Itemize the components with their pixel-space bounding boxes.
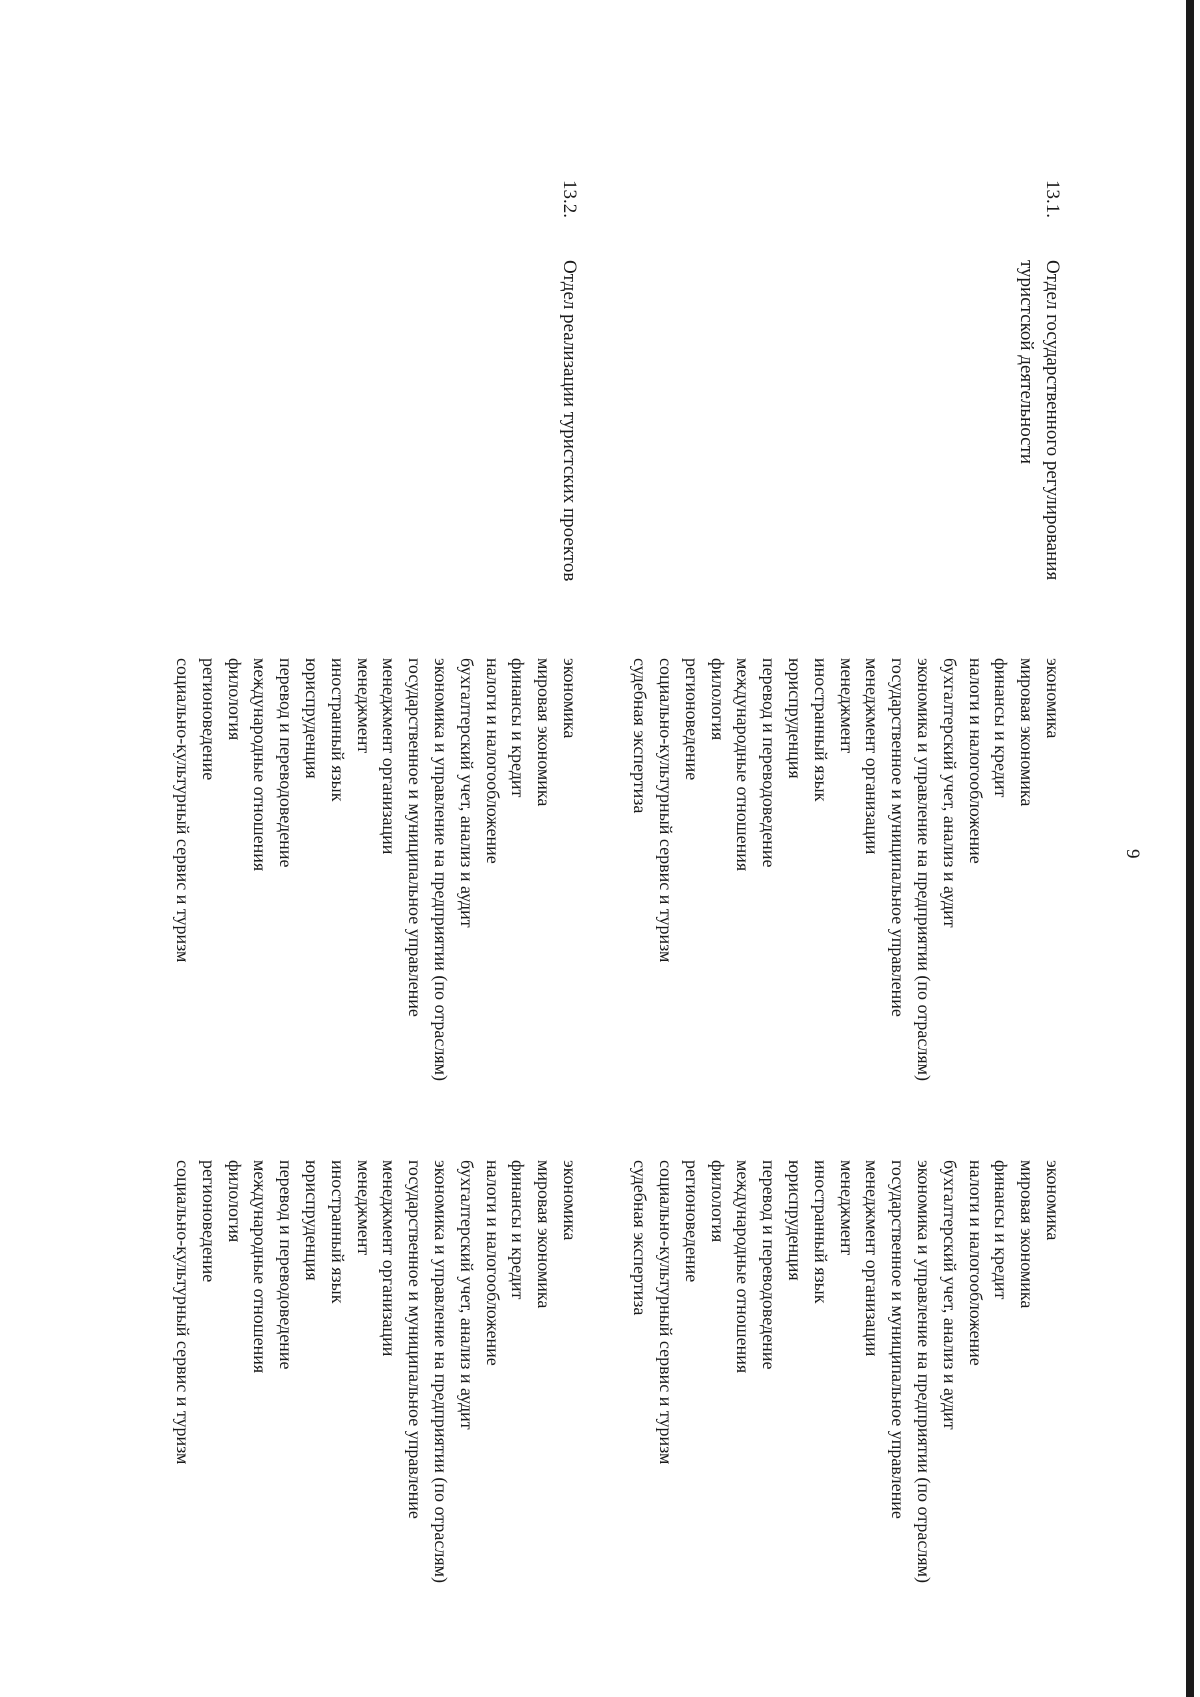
specialty-item: экономика и управление на предприятии (по отраслям): [914, 658, 935, 1082]
specialty-item: бухгалтерский учет, анализ и аудит: [456, 658, 477, 928]
specialty-item: экономика: [1043, 658, 1063, 739]
specialty-item: государственное и муниципальное управление: [888, 1160, 909, 1519]
specialty-item: юриспруденция: [785, 658, 806, 779]
specialty-item: государственное и муниципальное управление: [888, 658, 909, 1017]
specialty-item: международные отношения: [250, 1160, 271, 1374]
specialty-item: международные отношения: [733, 1160, 754, 1374]
specialty-item: регионоведение: [681, 658, 702, 781]
specialties-list-alt: [169, 1160, 582, 1630]
specialty-item: государственное и муниципальное управление: [405, 658, 426, 1017]
specialty-item: экономика: [1043, 1160, 1063, 1241]
specialty-item: бухгалтерский учет, анализ и аудит: [456, 1160, 477, 1430]
specialty-item: регионоведение: [198, 658, 219, 781]
specialty-item: финансы и кредит: [508, 1160, 529, 1300]
specialty-item: юриспруденция: [302, 658, 323, 779]
specialty-item: социально-культурный сервис и туризм: [173, 658, 194, 963]
specialty-item: налоги и налогообложение: [965, 658, 986, 864]
department-name: Отдел реализации туристских проектов: [559, 260, 580, 582]
specialty-item: менеджмент: [353, 1160, 374, 1256]
specialty-item: экономика и управление на предприятии (по отраслям): [914, 1160, 935, 1584]
specialty-item: социально-культурный сервис и туризм: [173, 1160, 194, 1465]
section-13-1: [630, 0, 1200, 1697]
specialty-item: бухгалтерский учет, анализ и аудит: [939, 1160, 960, 1430]
page-number: 9: [1122, 849, 1143, 859]
specialty-item: социально-культурный сервис и туризм: [656, 1160, 677, 1465]
specialty-item: перевод и переводоведение: [276, 658, 297, 868]
specialty-item: судебная экспертиза: [630, 1160, 651, 1316]
specialty-item: перевод и переводоведение: [759, 658, 780, 868]
specialty-item: менеджмент: [836, 1160, 857, 1256]
specialty-item: иностранный язык: [810, 1160, 831, 1304]
specialty-item: иностранный язык: [327, 658, 348, 802]
section-number: 13.1.: [1042, 180, 1063, 218]
specialty-item: налоги и налогообложение: [482, 658, 503, 864]
specialty-item: мировая экономика: [1017, 658, 1038, 807]
specialty-item: регионоведение: [198, 1160, 219, 1283]
scan-edge-bar: [1186, 0, 1194, 1697]
specialty-item: социально-культурный сервис и туризм: [656, 658, 677, 963]
specialty-item: финансы и кредит: [991, 1160, 1012, 1300]
specialty-item: регионоведение: [681, 1160, 702, 1283]
specialty-item: менеджмент организации: [862, 658, 883, 855]
specialty-item: мировая экономика: [1017, 1160, 1038, 1309]
section-13-2: [173, 0, 720, 1697]
specialty-item: иностранный язык: [327, 1160, 348, 1304]
specialty-item: перевод и переводоведение: [759, 1160, 780, 1370]
specialty-item: финансы и кредит: [991, 658, 1012, 798]
specialty-item: налоги и налогообложение: [482, 1160, 503, 1366]
specialty-item: филология: [707, 1160, 728, 1243]
specialty-item: юриспруденция: [302, 1160, 323, 1281]
specialty-item: экономика: [560, 658, 580, 739]
specialty-item: иностранный язык: [810, 658, 831, 802]
section-number: 13.2.: [559, 180, 580, 218]
specialty-item: экономика: [560, 1160, 580, 1241]
specialty-item: международные отношения: [733, 658, 754, 872]
specialty-item: менеджмент: [836, 658, 857, 754]
specialty-item: экономика и управление на предприятии (по отраслям): [431, 658, 452, 1082]
specialty-item: мировая экономика: [534, 658, 555, 807]
specialty-item: менеджмент организации: [379, 1160, 400, 1357]
specialty-item: юриспруденция: [785, 1160, 806, 1281]
specialty-item: филология: [707, 658, 728, 741]
specialty-item: финансы и кредит: [508, 658, 529, 798]
specialty-item: государственное и муниципальное управление: [405, 1160, 426, 1519]
specialty-item: экономика и управление на предприятии (по отраслям): [431, 1160, 452, 1584]
specialty-item: судебная экспертиза: [630, 658, 651, 814]
specialty-item: мировая экономика: [534, 1160, 555, 1309]
specialty-item: перевод и переводоведение: [276, 1160, 297, 1370]
department-name: Отдел государственного регулирования туристской деятельности: [1016, 260, 1063, 581]
specialty-item: менеджмент организации: [862, 1160, 883, 1357]
specialty-item: филология: [224, 658, 245, 741]
specialty-item: менеджмент: [353, 658, 374, 754]
specialties-list: [169, 658, 582, 1128]
specialty-item: налоги и налогообложение: [965, 1160, 986, 1366]
specialty-item: филология: [224, 1160, 245, 1243]
specialty-item: бухгалтерский учет, анализ и аудит: [939, 658, 960, 928]
specialty-item: международные отношения: [250, 658, 271, 872]
specialty-item: менеджмент организации: [379, 658, 400, 855]
